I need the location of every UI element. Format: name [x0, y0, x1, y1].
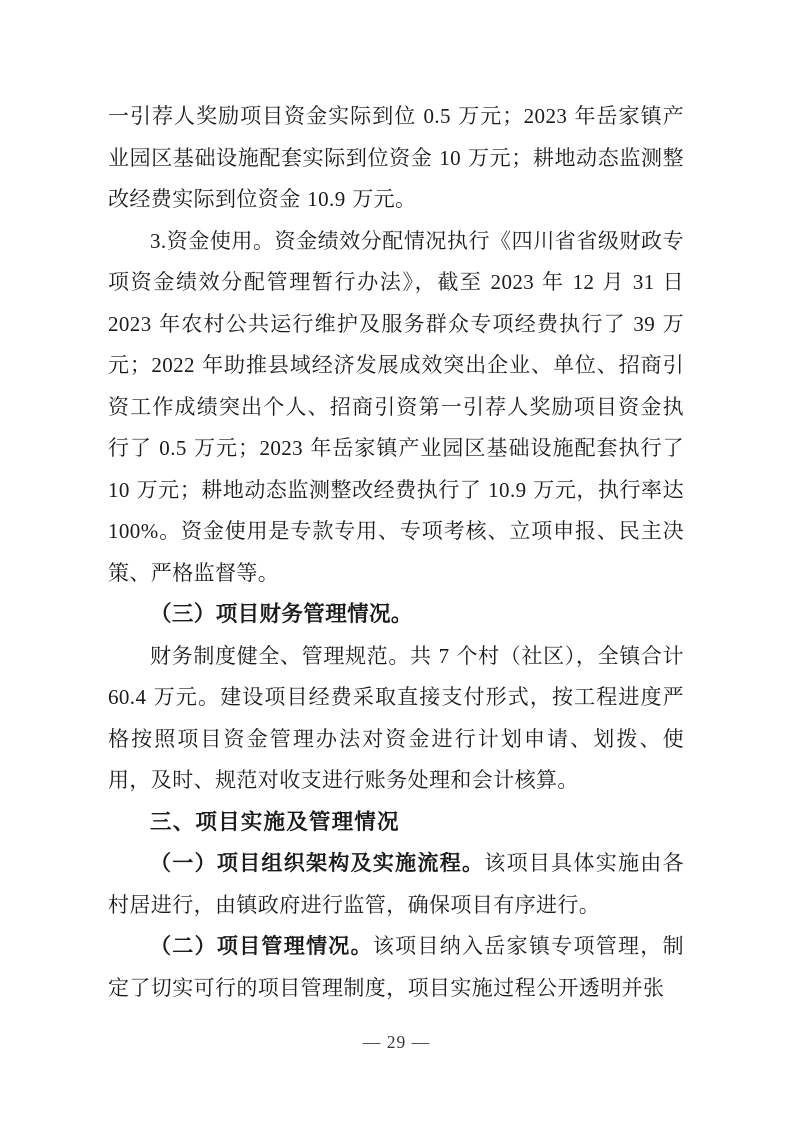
- page-number: — 29 —: [362, 1032, 431, 1052]
- paragraph-continuation: [108, 96, 684, 221]
- document-text-block: [108, 96, 684, 1009]
- lead-bold-text: （一）项目组织架构及实施流程。: [150, 851, 485, 875]
- text-run: 该项目具体实施由各村居进行，由镇政府进行监管，确保项目有序进行。: [108, 851, 684, 917]
- subheading-finance-management: [108, 594, 684, 636]
- section-heading-text: 三、项目实施及管理情况: [150, 809, 400, 834]
- paragraph-org-structure: [108, 843, 684, 926]
- paragraph-finance-detail: [108, 636, 684, 802]
- section-heading-implementation: [108, 802, 684, 844]
- subheading-text: （三）项目财务管理情况。: [150, 602, 413, 626]
- paragraph-project-management: [108, 926, 684, 1009]
- lead-bold-text: （二）项目管理情况。: [150, 934, 373, 958]
- text-run: 财务制度健全、管理规范。共 7 个村（社区），全镇合计 60.4 万元。建设项目经费采取直接支付形式，按工程进度严格按照项目资金管理办法对资金进行计划申请、划拨、使用，及时、规范对收支进行账务处理和会计核算。: [108, 643, 684, 792]
- text-run: 该项目纳入岳家镇专项管理，制定了切实可行的项目管理制度，项目实施过程公开透明并张: [108, 934, 684, 1000]
- text-run: 一引荐人奖励项目资金实际到位 0.5 万元；2023 年岳家镇产业园区基础设施配套实际到位资金 10 万元；耕地动态监测整改经费实际到位资金 10.9 万元。: [108, 104, 684, 211]
- paragraph-fund-usage: [108, 221, 684, 595]
- text-run: 3.资金使用。资金绩效分配情况执行《四川省省级财政专项资金绩效分配管理暂行办法》，截至 2023 年 12 月 31 日 2023 年农村公共运行维护及服务群众专项经费执行了 39 万元；2022 年助推县域经济发展成效突出企业、单位、招商引资工作成绩突出个人、招商引资第一引荐人奖励项目资金执行了 0.5 万元；2023 年岳家镇产业园区基础设施配套执行了 10 万元；耕地动态监测整改经费执行了 10.9 万元，执行率达 100%。资金使用是专款专用、专项考核、立项申报、民主决策、严格监督等。: [108, 228, 684, 585]
